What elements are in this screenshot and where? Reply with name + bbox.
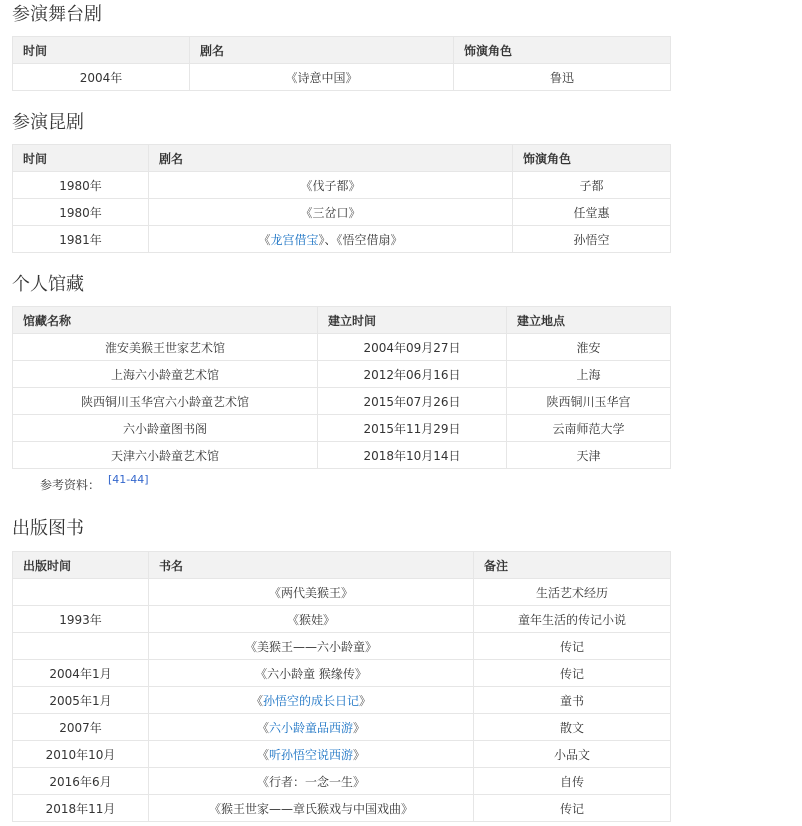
title-close: 》: [353, 720, 366, 735]
cell-title: [149, 226, 513, 253]
cell-title: 《猴娃》: [149, 606, 474, 633]
cell-place: 云南师范大学: [507, 415, 671, 442]
table-row: [13, 64, 671, 91]
cell-note: 散文: [474, 714, 671, 741]
title-link-growth-diary[interactable]: 孙悟空的成长日记: [262, 693, 359, 708]
cell-time: 2005年1月: [13, 687, 149, 714]
table-header-row: [13, 552, 671, 579]
cell-date: 2012年06月16日: [318, 361, 507, 388]
cell-name: 天津六小龄童艺术馆: [13, 442, 318, 469]
table-row: [13, 334, 671, 361]
table-row: [13, 714, 671, 741]
header-title: 书名: [149, 552, 474, 579]
cell-name: 上海六小龄童艺术馆: [13, 361, 318, 388]
cell-place: 陕西铜川玉华宫: [507, 388, 671, 415]
collections-table: [12, 306, 671, 469]
cell-title: 《诗意中国》: [190, 64, 454, 91]
title-open: 《: [250, 693, 263, 708]
header-time: 时间: [13, 37, 190, 64]
cell-note: 传记: [474, 633, 671, 660]
header-role: 饰演角色: [513, 145, 671, 172]
title-close: 》: [359, 693, 372, 708]
cell-time: [13, 579, 149, 606]
cell-time: 2004年: [13, 64, 190, 91]
cell-time: 1980年: [13, 172, 149, 199]
cell-time: 2010年10月: [13, 741, 149, 768]
table-header-row: [13, 37, 671, 64]
cell-role: 子都: [513, 172, 671, 199]
header-date: 建立时间: [318, 307, 507, 334]
cell-note: 自传: [474, 768, 671, 795]
cell-time: 2018年11月: [13, 795, 149, 822]
header-time: 出版时间: [13, 552, 149, 579]
table-row: [13, 687, 671, 714]
cell-title: 《三岔口》: [149, 199, 513, 226]
cell-role: 鲁迅: [454, 64, 671, 91]
cell-name: 六小龄童图书阁: [13, 415, 318, 442]
reference-label: 参考资料：: [40, 478, 101, 492]
cell-title: 《伐子都》: [149, 172, 513, 199]
table-header-row: [13, 145, 671, 172]
section-title-books: 出版图书: [12, 518, 84, 539]
kunqu-table: [12, 144, 671, 253]
cell-date: 2015年11月29日: [318, 415, 507, 442]
table-row: [13, 768, 671, 795]
table-row: [13, 660, 671, 687]
title-link-longgong[interactable]: 龙宫借宝: [270, 232, 319, 247]
cell-title: 《行者：一念一生》: [149, 768, 474, 795]
stage-table: [12, 36, 671, 91]
title-link-listen-wukong[interactable]: 听孙悟空说西游: [268, 747, 353, 762]
table-row: [13, 633, 671, 660]
cell-title: [149, 687, 474, 714]
section-title-stage: 参演舞台剧: [12, 4, 102, 25]
table-row: [13, 579, 671, 606]
cell-date: 2018年10月14日: [318, 442, 507, 469]
cell-name: 陕西铜川玉华宫六小龄童艺术馆: [13, 388, 318, 415]
header-note: 备注: [474, 552, 671, 579]
cell-note: 传记: [474, 795, 671, 822]
cell-note: 童年生活的传记小说: [474, 606, 671, 633]
table-row: [13, 442, 671, 469]
cell-time: 1981年: [13, 226, 149, 253]
cell-name: 淮安美猴王世家艺术馆: [13, 334, 318, 361]
cell-time: 1980年: [13, 199, 149, 226]
header-title: 剧名: [190, 37, 454, 64]
table-row: [13, 741, 671, 768]
cell-time: 2016年6月: [13, 768, 149, 795]
table-row: [13, 172, 671, 199]
cell-role: 孙悟空: [513, 226, 671, 253]
reference-row: [40, 473, 149, 493]
cell-title: 《两代美猴王》: [149, 579, 474, 606]
cell-title: 《六小龄童 猴缘传》: [149, 660, 474, 687]
table-row: [13, 795, 671, 822]
title-close: 》: [353, 747, 366, 762]
table-row: [13, 415, 671, 442]
title-open: 《: [256, 747, 269, 762]
cell-title: 《猴王世家——章氏猴戏与中国戏曲》: [149, 795, 474, 822]
title-open: 《: [256, 720, 269, 735]
cell-place: 上海: [507, 361, 671, 388]
header-name: 馆藏名称: [13, 307, 318, 334]
cell-place: 淮安: [507, 334, 671, 361]
table-row: [13, 199, 671, 226]
table-row: [13, 361, 671, 388]
header-time: 时间: [13, 145, 149, 172]
cell-title: 《美猴王——六小龄童》: [149, 633, 474, 660]
header-place: 建立地点: [507, 307, 671, 334]
title-open: 《: [258, 232, 271, 247]
table-row: [13, 606, 671, 633]
cell-role: 任堂惠: [513, 199, 671, 226]
cell-date: 2015年07月26日: [318, 388, 507, 415]
table-row: [13, 226, 671, 253]
cell-note: 生活艺术经历: [474, 579, 671, 606]
cell-time: 2007年: [13, 714, 149, 741]
cell-date: 2004年09月27日: [318, 334, 507, 361]
header-title: 剧名: [149, 145, 513, 172]
table-header-row: [13, 307, 671, 334]
cell-note: 童书: [474, 687, 671, 714]
reference-link[interactable]: [41-44]: [108, 473, 149, 486]
cell-time: 1993年: [13, 606, 149, 633]
cell-time: 2004年1月: [13, 660, 149, 687]
header-role: 饰演角色: [454, 37, 671, 64]
section-title-collections: 个人馆藏: [12, 274, 84, 295]
books-table: [12, 551, 671, 822]
cell-time: [13, 633, 149, 660]
cell-note: 传记: [474, 660, 671, 687]
cell-note: 小品文: [474, 741, 671, 768]
section-title-kunqu: 参演昆剧: [12, 112, 84, 133]
title-rest: 》、《悟空借扇》: [318, 232, 403, 247]
cell-title: [149, 741, 474, 768]
title-link-xiyou[interactable]: 六小龄童品西游: [268, 720, 353, 735]
table-row: [13, 388, 671, 415]
cell-place: 天津: [507, 442, 671, 469]
cell-title: [149, 714, 474, 741]
